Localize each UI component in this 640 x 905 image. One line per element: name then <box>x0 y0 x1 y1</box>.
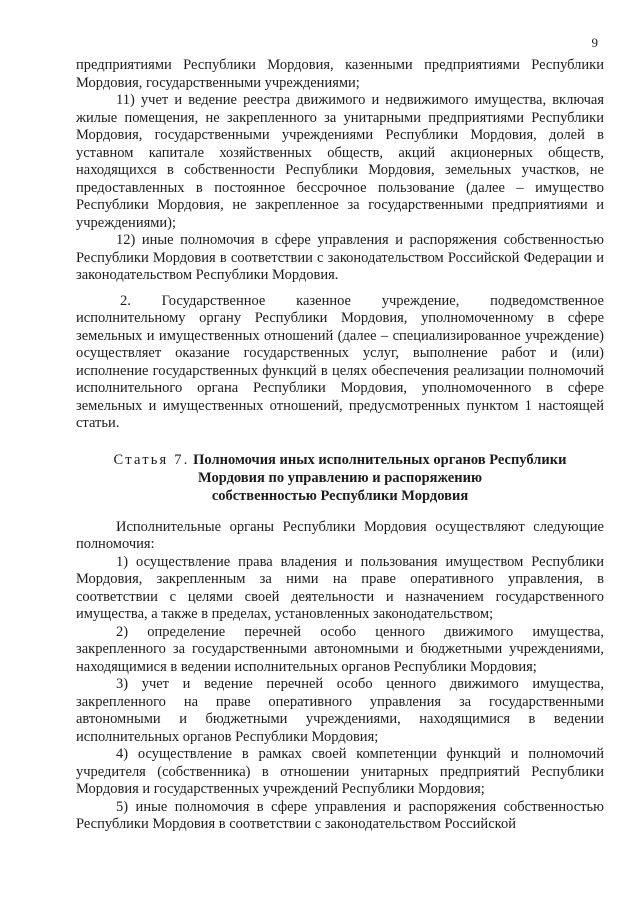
list-item-11: 11) учет и ведение реестра движимого и недвижимого имущества, включая жилые помещения, не закрепленного за унитарными предприятиями Республики Мордовия, государственными учреждениями Республики Мордовия, долей в уставном капитале хозяйственных обществ, акций акционерных обществ, находящихся в собственности Республики Мордовия, земельных участков, не предоставленных в постоянное бессрочное пользование (далее – имущество Республики Мордовия, не закрепленное за государственными предприятиями и учреждениями); <box>76 92 604 231</box>
article-title-line-1: Полномочия иных исполнительных органов Республики <box>193 451 567 468</box>
article-title-line-2: Мордовия по управлению и распоряжению <box>197 469 483 486</box>
paragraph-2: 2. Государственное казенное учреждение, подведомственное исполнительному органу Республики Мордовия, уполномоченному в сфере земельных и имущественных отношений (далее – специализированное учреждение) осуществляет оказание государственных услуг, выполнение работ и (или) исполнение государственных функций в целях обеспечения реализации полномочий исполнительного органа Республики Мордовия, уполномоченного в сфере земельных и имущественных отношений, предусмотренных пунктом 1 настоящей статьи. <box>76 292 604 431</box>
article-item-5: 5) иные полномочия в сфере управления и распоряжения собственностью Республики Мордовия в соответствии с законодательством Российской <box>76 798 604 832</box>
article-item-1: 1) осуществление права владения и пользования имуществом Республики Мордовия, закрепленным за ними на праве оперативного управления, в соответствии с целями своей деятельности и назначением государственного имущества, а также в пределах, установленных законодательством; <box>76 553 604 622</box>
page-number: 9 <box>591 35 598 50</box>
list-item-12: 12) иные полномочия в сфере управления и распоряжения собственностью Республики Мордовия в соответствии с законодательством Российской Федерации и законодательством Республики Мордовия. <box>76 232 604 283</box>
continuation-paragraph: предприятиями Республики Мордовия, казенными предприятиями Республики Мордовия, государственными учреждениями; <box>76 57 604 91</box>
article-item-3: 3) учет и ведение перечней особо ценного движимого имущества, закрепленного на праве оперативного управления за государственными автономными и бюджетными учреждениями, находящимися в ведении исполнительных органов Республики Мордовия; <box>76 676 604 745</box>
article-item-4: 4) осуществление в рамках своей компетенции функций и полномочий учредителя (собственника) в отношении унитарных предприятий Республики Мордовия и государственных учреждений Республики Мордовия; <box>76 746 604 797</box>
article-title-line-3: собственностью Республики Мордовия <box>211 487 469 504</box>
document-body <box>76 57 604 834</box>
article-intro: Исполнительные органы Республики Мордовия осуществляют следующие полномочия: <box>76 518 604 552</box>
article-heading <box>76 451 604 505</box>
article-item-2: 2) определение перечней особо ценного движимого имущества, закрепленного за государственными автономными и бюджетными учреждениями, находящимися в ведении исполнительных органов Республики Мордовия; <box>76 623 604 675</box>
article-label: Статья 7. <box>113 451 190 468</box>
